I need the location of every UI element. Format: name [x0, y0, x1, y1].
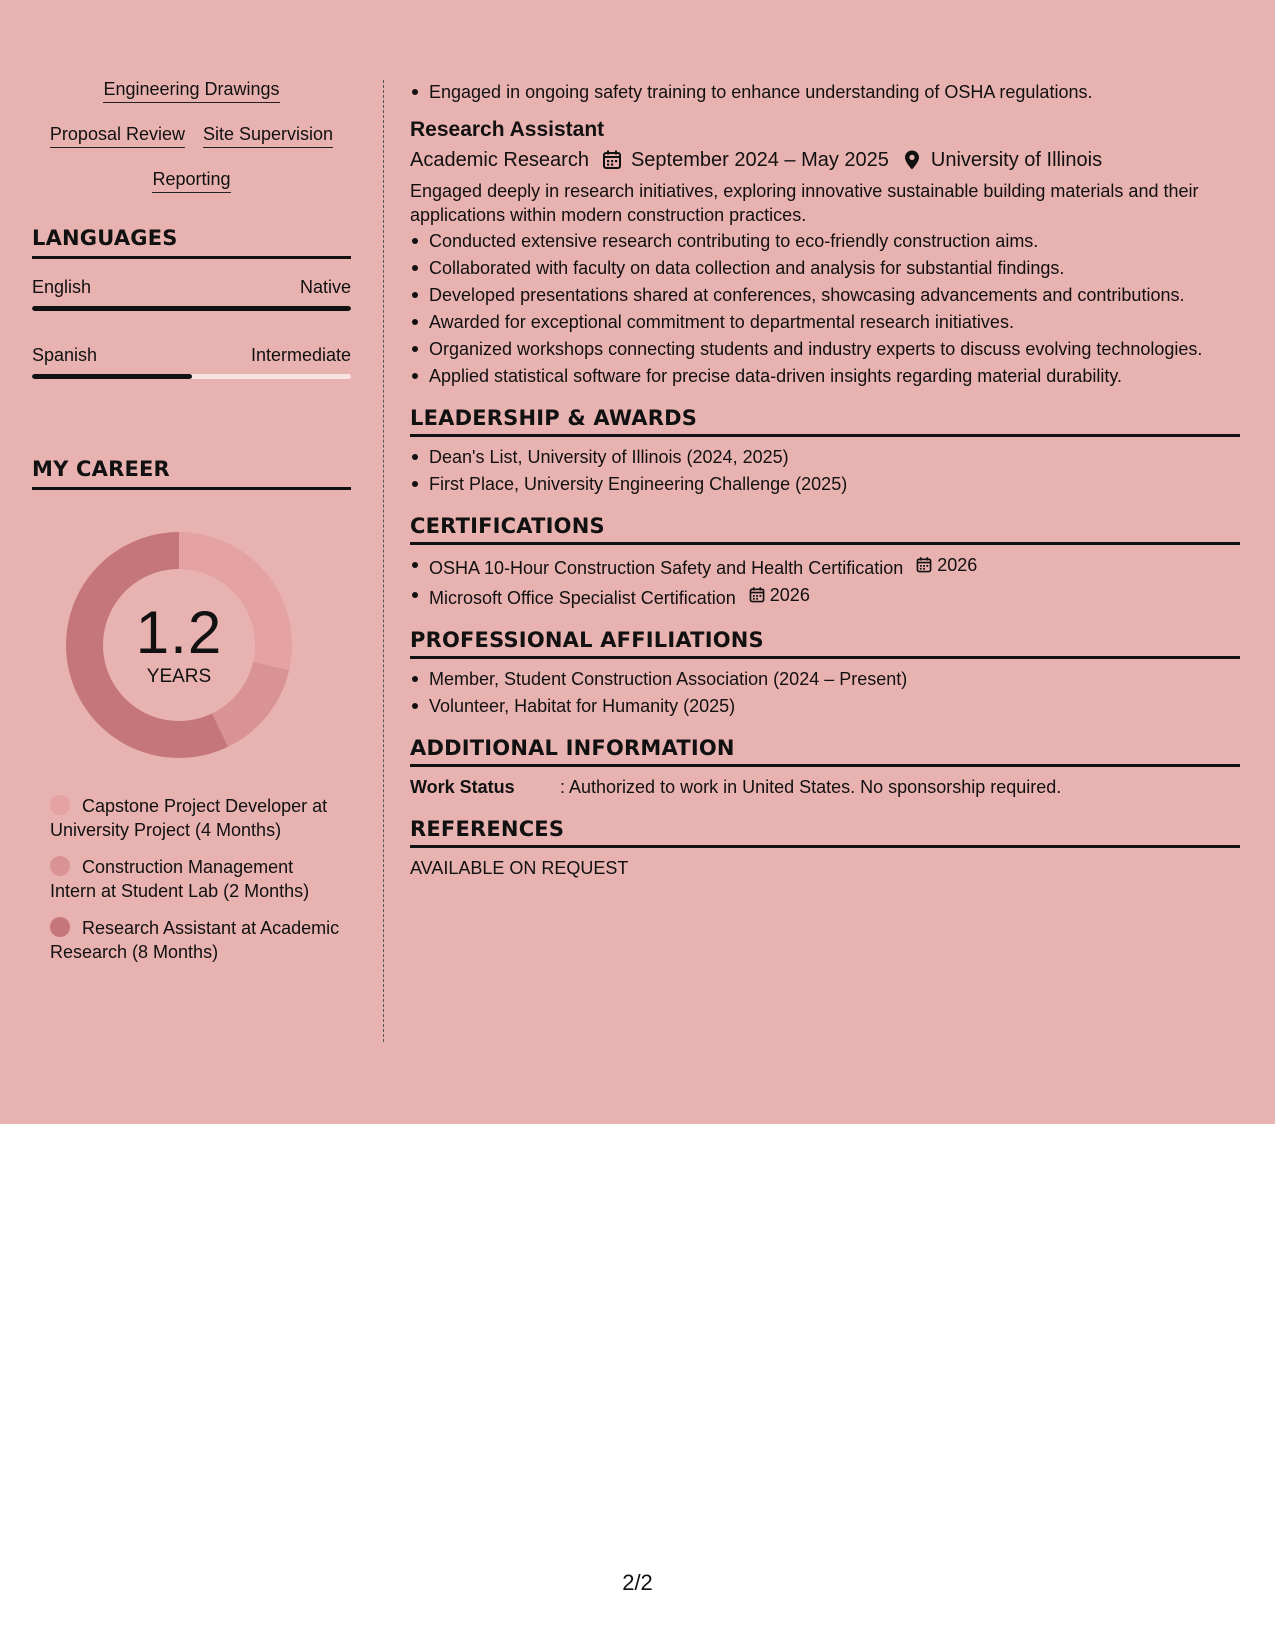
skills-row	[32, 123, 351, 148]
certifications-heading: CERTIFICATIONS	[410, 514, 1240, 545]
job-description: Engaged deeply in research initiatives, exploring innovative sustainable building materials and their applications within modern construction practices.	[410, 181, 1199, 225]
work-status-label: Work Status	[410, 777, 515, 797]
calendar-icon	[748, 586, 766, 604]
work-status-value: : Authorized to work in United States. No sponsorship required.	[560, 777, 1062, 797]
job-meta	[410, 147, 1240, 173]
legend-item	[50, 794, 340, 842]
page-number: 2/2	[622, 1570, 653, 1595]
skill-tag: Engineering Drawings	[103, 78, 279, 103]
legend-swatch	[50, 795, 70, 815]
certification-name: Microsoft Office Specialist Certification	[429, 588, 736, 608]
certification-date	[915, 553, 977, 577]
left-column	[32, 78, 351, 977]
bullet-item: First Place, University Engineering Challenge (2025)	[410, 472, 1240, 496]
language-proficiency-fill	[32, 306, 351, 311]
language-proficiency-bar	[32, 306, 351, 311]
legend-label: Research Assistant at Academic Research (8 Months)	[50, 918, 340, 962]
additional-info-heading: ADDITIONAL INFORMATION	[410, 736, 1240, 767]
bullet-item: Volunteer, Habitat for Humanity (2025)	[410, 694, 1240, 718]
language-spanish	[32, 344, 351, 379]
bullet-item: Organized workshops connecting students and industry experts to discuss evolving technologies.	[410, 337, 1240, 361]
skills-row	[32, 78, 351, 103]
language-level: Native	[299, 277, 351, 297]
references-heading: REFERENCES	[410, 817, 1240, 848]
career-legend	[50, 794, 340, 964]
skill-tag: Site Supervision	[203, 123, 333, 148]
leadership-heading: LEADERSHIP & AWARDS	[410, 406, 1240, 437]
certification-year: 2026	[769, 585, 810, 605]
bullet-item: Applied statistical software for precise data-driven insights regarding material durability.	[410, 364, 1240, 388]
calendar-icon	[601, 149, 623, 171]
skill-tag: Proposal Review	[50, 123, 185, 148]
career-total-years: 1.2	[135, 599, 223, 666]
legend-label: Construction Management Intern at Student Lab (2 Months)	[50, 857, 310, 901]
legend-label: Capstone Project Developer at University Project (4 Months)	[50, 796, 328, 840]
job-bullets	[410, 229, 1240, 388]
certifications-list	[410, 553, 1240, 610]
certification-name: OSHA 10-Hour Construction Safety and Health Certification	[429, 558, 904, 578]
language-proficiency-fill	[32, 374, 192, 379]
bullet-item: Member, Student Construction Association (2024 – Present)	[410, 667, 1240, 691]
legend-item	[50, 855, 340, 903]
work-status-row	[410, 775, 1240, 799]
bullet-item: Collaborated with faculty on data collection and analysis for substantial findings.	[410, 256, 1240, 280]
career-donut-chart	[64, 530, 294, 760]
certification-year: 2026	[937, 555, 978, 575]
skills-list	[32, 78, 351, 193]
affiliations-heading: PROFESSIONAL AFFILIATIONS	[410, 628, 1240, 659]
language-name: English	[32, 277, 92, 297]
references-text: AVAILABLE ON REQUEST	[410, 858, 629, 878]
column-divider	[383, 80, 384, 1042]
job-dates: September 2024 – May 2025	[630, 149, 889, 171]
job-location: University of Illinois	[930, 149, 1103, 171]
languages-heading: LANGUAGES	[32, 226, 351, 259]
bullet-item: Conducted extensive research contributing to eco-friendly construction aims.	[410, 229, 1240, 253]
map-pin-icon	[901, 149, 923, 171]
career-total-unit: YEARS	[146, 666, 212, 687]
bullet-item: Developed presentations shared at conferences, showcasing advancements and contributions.	[410, 283, 1240, 307]
right-column	[410, 80, 1240, 880]
affiliations-list	[410, 667, 1240, 718]
bullet-item: Awarded for exceptional commitment to departmental research initiatives.	[410, 310, 1240, 334]
job-title: Research Assistant	[410, 118, 605, 141]
carryover-bullets	[410, 80, 1240, 104]
skills-row	[32, 168, 351, 193]
career-heading: MY CAREER	[32, 457, 351, 490]
certification-item	[410, 583, 1240, 610]
certification-date	[748, 583, 810, 607]
language-proficiency-bar	[32, 374, 351, 379]
legend-swatch	[50, 856, 70, 876]
certification-item	[410, 553, 1240, 580]
job-company: Academic Research	[410, 149, 589, 171]
leadership-list	[410, 445, 1240, 496]
language-name: Spanish	[32, 345, 98, 365]
calendar-icon	[915, 556, 933, 574]
language-english	[32, 276, 351, 311]
language-level: Intermediate	[250, 345, 351, 365]
legend-swatch	[50, 917, 70, 937]
legend-item	[50, 916, 340, 964]
bullet-item: Engaged in ongoing safety training to enhance understanding of OSHA regulations.	[410, 80, 1240, 104]
skill-tag: Reporting	[152, 168, 230, 193]
bullet-item: Dean's List, University of Illinois (2024, 2025)	[410, 445, 1240, 469]
donut-center	[64, 530, 294, 760]
